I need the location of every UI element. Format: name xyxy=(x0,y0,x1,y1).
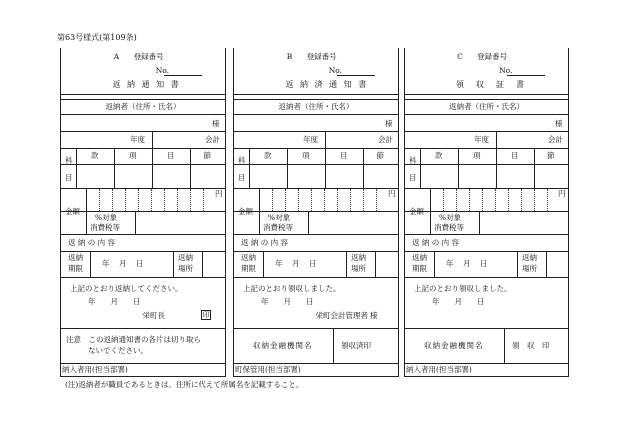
tax-label: %対象 xyxy=(439,213,462,222)
number-line xyxy=(507,75,545,76)
amount-label: 金額 xyxy=(238,207,253,216)
account-label: 会計 xyxy=(548,135,563,144)
rule-line xyxy=(325,131,326,148)
yen-label: 円 xyxy=(388,189,396,198)
registration-label: 登録番号 xyxy=(477,52,508,61)
fiscal-year-label: 年度 xyxy=(474,135,489,144)
amount-label: 金額 xyxy=(65,207,80,216)
rule-line xyxy=(135,211,136,234)
rule-line xyxy=(249,148,250,188)
section-border xyxy=(225,48,226,377)
signer-name: 栄町長 xyxy=(142,311,165,320)
receipt-stamp-label: 領 収 印 xyxy=(512,341,550,350)
rule-line xyxy=(60,328,225,329)
yen-label: 円 xyxy=(215,189,223,198)
rule-line xyxy=(60,188,225,189)
rule-line xyxy=(333,328,334,363)
rule-line xyxy=(60,251,225,252)
rule-line xyxy=(404,114,568,115)
content-label: 返 納 の 内 容 xyxy=(241,238,289,247)
rule-line xyxy=(233,164,398,165)
rule-line xyxy=(404,363,568,364)
number-label: No. xyxy=(328,66,343,75)
rule-line xyxy=(233,94,398,95)
place-label: 返納 xyxy=(522,253,537,262)
rule-line xyxy=(404,94,568,95)
rule-line xyxy=(404,164,568,165)
section-letter: C xyxy=(457,52,463,61)
kamoku-label: 目 xyxy=(65,173,73,182)
rule-line xyxy=(458,148,459,188)
digit-divider xyxy=(482,189,483,211)
digit-divider xyxy=(324,189,325,211)
section-letter: B xyxy=(286,52,293,61)
rule-line xyxy=(517,251,518,277)
rule-line xyxy=(479,211,480,234)
rule-line xyxy=(363,148,364,188)
rule-line xyxy=(430,188,431,234)
digit-divider xyxy=(547,189,548,211)
column-header: 節 xyxy=(547,151,555,160)
column-header: 目 xyxy=(511,151,519,160)
digit-divider xyxy=(363,189,364,211)
digit-divider xyxy=(138,189,139,211)
bank-name-label: 収納金融機関名 xyxy=(253,341,313,350)
deadline-label: 返納 xyxy=(68,253,83,262)
rule-line xyxy=(346,251,347,277)
place-label: 場所 xyxy=(178,264,193,273)
request-text: 上記のとおり領収しました。 xyxy=(243,284,341,293)
rule-line xyxy=(60,211,225,212)
digit-divider xyxy=(125,189,126,211)
deadline-label: 期限 xyxy=(412,264,427,273)
date-placeholder: 年 月 日 xyxy=(102,259,145,268)
form-section-title: 返 納 済 通 知 書 xyxy=(285,80,369,89)
rule-line xyxy=(233,131,398,132)
rule-line xyxy=(60,164,225,165)
date-text: 年 月 日 xyxy=(261,297,314,306)
rule-line xyxy=(534,148,535,188)
number-label: No. xyxy=(155,66,170,75)
copy-label: 納入者用(担当部署) xyxy=(62,365,128,374)
kamoku-label: 目 xyxy=(409,173,417,182)
place-label: 返納 xyxy=(351,253,366,262)
digit-divider xyxy=(272,189,273,211)
rule-line xyxy=(546,251,547,277)
rule-line xyxy=(60,131,225,132)
digit-divider xyxy=(203,189,204,211)
place-label: 返納 xyxy=(178,253,193,262)
column-header: 項 xyxy=(302,151,310,160)
kamoku-label: 科 xyxy=(238,156,246,165)
seal-mark: 印 xyxy=(202,311,210,319)
digit-divider xyxy=(177,189,178,211)
digit-divider xyxy=(495,189,496,211)
fiscal-year-label: 年度 xyxy=(303,135,318,144)
digit-divider xyxy=(469,189,470,211)
digit-divider xyxy=(190,189,191,211)
content-label: 返 納 の 内 容 xyxy=(68,238,116,247)
digit-divider xyxy=(164,189,165,211)
bank-name-label: 収納金融機関名 xyxy=(424,341,484,350)
rule-line xyxy=(375,251,376,277)
rule-line xyxy=(233,234,398,235)
form-section-title: 領 収 証 書 xyxy=(456,80,526,89)
rule-line xyxy=(263,251,264,277)
column-header: 款 xyxy=(435,151,443,160)
digit-divider xyxy=(534,189,535,211)
tax-label: %対象 xyxy=(268,213,291,222)
request-text: 上記のとおり返納してください。 xyxy=(70,284,183,293)
fiscal-year-label: 年度 xyxy=(130,135,145,144)
section-border xyxy=(398,48,399,377)
digit-divider xyxy=(99,189,100,211)
digit-divider xyxy=(337,189,338,211)
rule-line xyxy=(233,114,398,115)
rule-line xyxy=(504,328,505,363)
rule-line xyxy=(90,251,91,277)
account-label: 会計 xyxy=(378,135,393,144)
rule-line xyxy=(420,148,421,188)
deadline-label: 返納 xyxy=(412,253,427,262)
note-text: 注意 この返納通知書の各片は切り取ら xyxy=(66,335,201,344)
digit-divider xyxy=(298,189,299,211)
rule-line xyxy=(404,211,568,212)
footer-rule xyxy=(60,376,225,377)
column-header: 目 xyxy=(167,151,175,160)
yen-label: 円 xyxy=(558,189,566,198)
rule-line xyxy=(233,99,398,100)
rule-line xyxy=(173,251,174,277)
column-header: 節 xyxy=(376,151,384,160)
form-section-title: 返 納 通 知 書 xyxy=(112,80,181,89)
digit-divider xyxy=(521,189,522,211)
rule-line xyxy=(404,234,568,235)
rule-line xyxy=(190,148,191,188)
rule-line xyxy=(60,277,225,278)
digit-divider xyxy=(376,189,377,211)
tax-label: 消費税等 xyxy=(434,223,464,232)
date-placeholder: 年 月 日 xyxy=(275,259,318,268)
rule-line xyxy=(60,99,225,100)
number-label: No. xyxy=(499,66,513,75)
column-header: 目 xyxy=(340,151,348,160)
number-line xyxy=(337,75,375,76)
registration-label: 登録番号 xyxy=(133,52,164,61)
tax-label: %対象 xyxy=(95,213,118,222)
request-text: 上記のとおり領収しました。 xyxy=(414,284,512,293)
rule-line xyxy=(325,148,326,188)
rule-line xyxy=(259,188,260,234)
rule-line xyxy=(76,148,77,188)
rule-line xyxy=(233,188,398,189)
rule-line xyxy=(404,277,568,278)
rule-line xyxy=(60,94,225,95)
rule-line xyxy=(434,251,435,277)
signer-name: 栄町会計管理者 xyxy=(315,311,368,320)
column-header: 項 xyxy=(129,151,137,160)
copy-label: 町保管用(担当部署) xyxy=(235,365,301,374)
receipt-stamp-label: 領収済印 xyxy=(341,341,371,350)
honorific-label: 様 xyxy=(555,119,563,128)
rule-line xyxy=(152,148,153,188)
date-text: 年 月 日 xyxy=(88,297,141,306)
rule-line xyxy=(60,114,225,115)
rule-line xyxy=(287,148,288,188)
rule-line xyxy=(308,211,309,234)
amount-label: 金額 xyxy=(409,207,424,216)
account-label: 会計 xyxy=(205,135,220,144)
honorific-label: 様 xyxy=(212,119,220,128)
rule-line xyxy=(233,328,398,329)
rule-line xyxy=(202,251,203,277)
deadline-label: 期限 xyxy=(241,264,256,273)
rule-line xyxy=(114,148,115,188)
digit-divider xyxy=(456,189,457,211)
digit-divider xyxy=(508,189,509,211)
place-label: 場所 xyxy=(522,264,537,273)
rule-line xyxy=(496,148,497,188)
footer-rule xyxy=(404,376,568,377)
rule-line xyxy=(233,148,398,149)
bottom-note: (注)返納者が職員であるときは、住所に代えて所属名を記載すること。 xyxy=(65,380,304,389)
kamoku-label: 科 xyxy=(65,156,73,165)
digit-divider xyxy=(151,189,152,211)
section-letter: A xyxy=(113,52,120,61)
tax-label: 消費税等 xyxy=(263,223,293,232)
rule-line xyxy=(404,188,568,189)
column-header: 節 xyxy=(203,151,211,160)
rule-line xyxy=(86,188,87,234)
column-header: 款 xyxy=(264,151,272,160)
rule-line xyxy=(404,328,568,329)
date-placeholder: 年 月 日 xyxy=(446,259,489,268)
digit-divider xyxy=(350,189,351,211)
kamoku-label: 目 xyxy=(238,173,246,182)
deadline-label: 期限 xyxy=(68,264,83,273)
rule-line xyxy=(404,131,568,132)
column-header: 項 xyxy=(473,151,481,160)
deadline-label: 返納 xyxy=(241,253,256,262)
digit-divider xyxy=(285,189,286,211)
signer-honorific: 様 xyxy=(370,311,378,320)
digit-divider xyxy=(112,189,113,211)
payer-header: 返納者（住所・氏名） xyxy=(449,102,524,111)
kamoku-label: 科 xyxy=(409,156,417,165)
rule-line xyxy=(233,277,398,278)
rule-line xyxy=(233,363,398,364)
rule-line xyxy=(152,131,153,148)
column-header: 款 xyxy=(91,151,99,160)
rule-line xyxy=(60,363,225,364)
number-line xyxy=(164,75,202,76)
form-title: 第63号様式(第109条) xyxy=(57,33,137,42)
rule-line xyxy=(60,234,225,235)
rule-line xyxy=(496,131,497,148)
payer-header: 返納者（住所・氏名） xyxy=(278,102,354,111)
footer-rule xyxy=(233,376,398,377)
digit-divider xyxy=(443,189,444,211)
rule-line xyxy=(404,148,568,149)
digit-divider xyxy=(311,189,312,211)
rule-line xyxy=(233,251,398,252)
rule-line xyxy=(233,211,398,212)
rule-line xyxy=(404,99,568,100)
section-border xyxy=(568,48,569,377)
copy-label: 納入者用(担当部署) xyxy=(406,365,472,374)
content-label: 返 納 の 内 容 xyxy=(412,238,460,247)
honorific-label: 様 xyxy=(385,119,393,128)
date-text: 年 月 日 xyxy=(432,297,485,306)
tax-label: 消費税等 xyxy=(90,223,120,232)
note-text: ないでください。 xyxy=(88,346,148,355)
registration-label: 登録番号 xyxy=(306,52,337,61)
rule-line xyxy=(404,251,568,252)
place-label: 場所 xyxy=(351,264,366,273)
payer-header: 返納者（住所・氏名） xyxy=(105,102,181,111)
rule-line xyxy=(60,148,225,149)
